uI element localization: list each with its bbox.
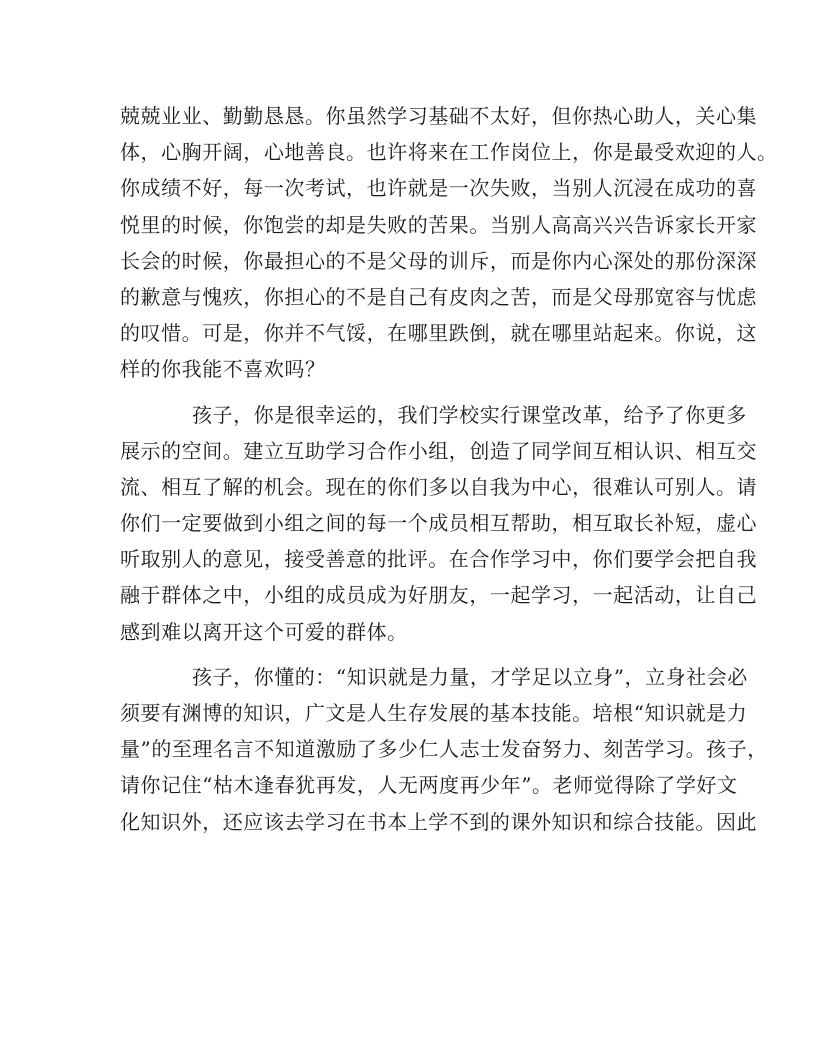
text-line: 化知识外，还应该去学习在书本上学不到的课外知识和综合技能。因此 [120,809,758,834]
text-line: 兢兢业业、勤勤恳恳。你虽然学习基础不太好，但你热心助人，关心集 [120,104,758,128]
text-line: 流、相互了解的机会。现在的你们多以自我为中心，很难认可别人。请 [120,474,758,499]
text-line: 请你记住“枯木逢春犹再发，人无两度再少年”。老师觉得除了学好文 [120,773,738,798]
text-line: 的歉意与愧疚，你担心的不是自己有皮肉之苦，而是父母那宽容与忧虑 [120,284,758,309]
text-line: 体，心胸开阔，心地善良。也许将来在工作岗位上，你是最受欢迎的人。 [120,140,778,165]
paragraph-2 [120,397,758,650]
text-line: 展示的空间。建立互助学习合作小组，创造了同学间互相认识、相互交 [120,438,758,463]
text-line: 须要有渊博的知识，广文是人生存发展的基本技能。培根“知识就是力 [120,701,748,725]
paragraph-3 [120,659,768,840]
text-line: 听取别人的意见，接受善意的批评。在合作学习中，你们要学会把自我 [120,547,758,572]
text-line-first: 孩子，你懂的：“知识就是力量，才学足以立身”，立身社会必 [192,664,748,689]
text-line: 融于群体之中，小组的成员成为好朋友，一起学习，一起活动，让自己 [120,583,758,608]
paragraph-spacing [120,650,696,659]
paragraph-spacing [120,388,696,397]
text-line: 感到难以离开这个可爱的群体。 [120,619,408,644]
text-line: 的叹惜。可是，你并不气馁，在哪里跌倒，就在哪里站起来。你说，这 [120,321,758,346]
paragraph-1 [120,98,778,388]
text-line: 你们一定要做到小组之间的每一个成员相互帮助，相互取长补短，虚心 [120,511,758,536]
text-line-first: 孩子，你是很幸运的，我们学校实行课堂改革，给予了你更多 [192,402,747,427]
text-line: 量”的至理名言不知道激励了多少仁人志士发奋努力、刻苦学习。孩子， [120,737,768,762]
text-line: 悦里的时候，你饱尝的却是失败的苦果。当别人高高兴兴告诉家长开家 [120,212,758,237]
text-line: 你成绩不好，每一次考试，也许就是一次失败，当别人沉浸在成功的喜 [120,176,758,201]
text-line: 长会的时候，你最担心的不是父母的训斥，而是你内心深处的那份深深 [120,248,758,273]
body-text [120,98,778,840]
text-line: 样的你我能不喜欢吗？ [120,357,326,382]
